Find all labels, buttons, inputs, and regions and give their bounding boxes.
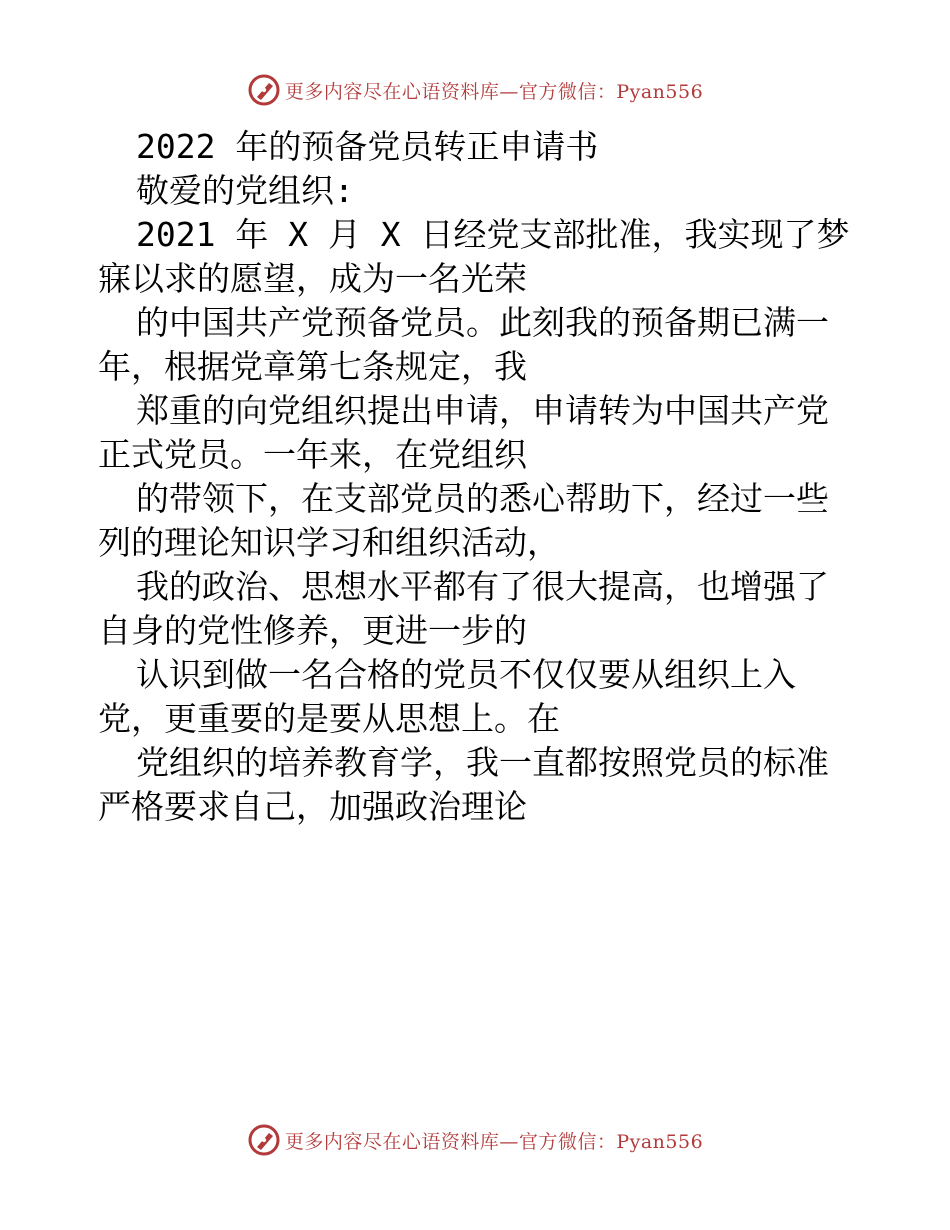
pen-circle-logo-icon — [247, 73, 281, 107]
watermark-text: 更多内容尽在心语资料库—官方微信：Pyan556 — [284, 80, 704, 103]
body-line: 党，更重要的是要从思想上。在 — [98, 699, 560, 738]
watermark-footer — [0, 1120, 950, 1160]
salutation: 敬爱的党组织: — [136, 171, 354, 210]
body-line: 严格要求自己，加强政治理论 — [98, 787, 527, 826]
body-line: 2021 年 X 月 X 日经党支部批准，我实现了梦 — [136, 215, 850, 254]
watermark-header — [0, 70, 950, 110]
body-line: 年，根据党章第七条规定，我 — [98, 347, 527, 386]
body-line: 列的理论知识学习和组织活动， — [98, 523, 560, 562]
body-line: 郑重的向党组织提出申请，申请转为中国共产党 — [136, 391, 829, 430]
body-line: 认识到做一名合格的党员不仅仅要从组织上入 — [136, 655, 796, 694]
document-body — [98, 125, 858, 829]
document-title: 2022 年的预备党员转正申请书 — [136, 127, 599, 166]
body-line: 党组织的培养教育学，我一直都按照党员的标准 — [136, 743, 829, 782]
body-line: 我的政治、思想水平都有了很大提高，也增强了 — [136, 567, 829, 606]
body-line: 寐以求的愿望，成为一名光荣 — [98, 259, 527, 298]
pen-circle-logo-icon — [247, 1123, 281, 1157]
body-line: 的中国共产党预备党员。此刻我的预备期已满一 — [136, 303, 829, 342]
body-line: 自身的党性修养，更进一步的 — [98, 611, 527, 650]
body-line: 正式党员。一年来，在党组织 — [98, 435, 527, 474]
watermark-text: 更多内容尽在心语资料库—官方微信：Pyan556 — [284, 1130, 704, 1153]
body-line: 的带领下，在支部党员的悉心帮助下，经过一些 — [136, 479, 829, 518]
